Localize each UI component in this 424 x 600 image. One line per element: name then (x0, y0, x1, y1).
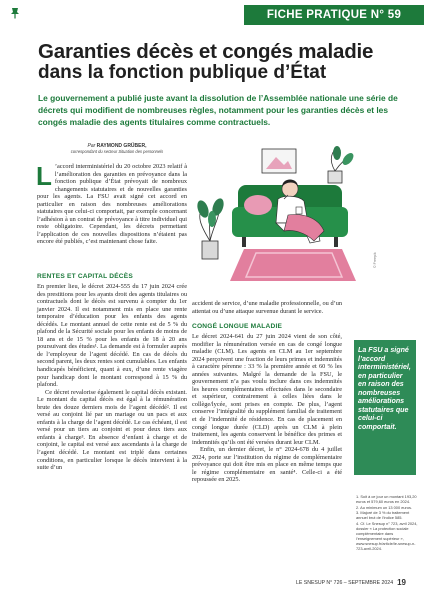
column-2-body (192, 333, 342, 484)
author-name: RAYMOND GRÜBER, (96, 143, 147, 149)
pull-quote: La FSU a signé l’accord interministériel, en particulier en raison des nombreuses améliorations statutaires que celui-ci comportait. (354, 340, 416, 475)
heading-rentes: RENTES ET CAPITAL DÉCÈS (37, 273, 133, 280)
page-footer (296, 578, 406, 587)
footnotes (356, 494, 418, 551)
paragraph-capital: Ce décret revalorise également le capital décès existant. Le montant du capital décès est égal à la rémunération brute des douze derniers mois de l’agent décédé². Il est versé au conjoint lié par un mariage ou un pacs et aux enfants à la charge de l’agent décédé. Le cas échéant, il est versé pour un tiers au conjoint et pour deux tiers aux enfants à charge³. En absence d’enfant à charge et de conjoint, le capital est versé aux ascendants à la charge de l’agent décédé. Le montant est triplé dans certaines conditions, en particulier lorsque le décès intervient à la suite d’un (37, 388, 187, 472)
column-1-intro (37, 163, 187, 246)
author-role: correspondant du secteur Situation des personnels (70, 149, 164, 154)
paragraph-rentes: En premier lieu, le décret 2024-555 du 17 juin 2024 crée des prestitions pour les ayants droit des agents titulaires ou contractuels dont le décès est survenu à compter du 1er janvier 2024. Il est notamment mis en place une rente temporaire d’éducation pour les enfants des agents décédés. Le montant annuel de cette rente est de 5 % du plafond de la Sécurité sociale pour les enfants de moins de 18 ans et de 15 % pour les enfants de 18 à 20 ans poursuivant des études¹. La demande est à formuler auprès de l’employeur de l’agent décédé. En cas de décès du second parent, les deux rentes sont cumulables. Les enfants handicapés bénéficient, quant à eux, d’une rente viagère pour handicap dont le montant correspond à 15 % du plafond. (37, 283, 187, 389)
column-1-section (37, 273, 187, 280)
article-subtitle: dans la fonction publique d’État (38, 62, 327, 83)
column-2-top (192, 300, 342, 315)
author-prefix: Par (87, 143, 96, 149)
paragraph-prevoyance: Enfin, un dernier décret, le n° 2024-678 du 4 juillet 2024, porte sur l’institution du régime de complémentaire prévoyance qui doit être mis en place en même temps que le régime complémentaire en santé⁴. Celle-ci a été repoussée en 2025. (192, 446, 342, 484)
paragraph-clm: Le décret 2024-641 du 27 juin 2024 vient de son côté, modifier la rémunération versée en cas de congé longue maladie (CLM). Les agents en CLM au 1er septembre 2024 perçoivent une fraction de leurs primes et indemnités à caractère pérenne : 33 % la première année et 60 % les années suivantes. Malgré la demande de la FSU, le gouvernement n’a pas voulu inclure dans ces indemnités les heures complémentaires effectuées dans le secondaire et supérieur, contrairement à celles liées dans le collège/lycée, sont prises en compte. De plus, l’agent conserve l’intégralité du supplément familial de traitement et de l’indemnité de résidence. En cas de placement en congé longue durée (CLD) après un CLM à plein traitement, les agents conservent le bénéfice des primes et indemnités qu’ils ont été versées durant leur CLM. (192, 333, 342, 446)
footnote-4: 4. Cf. Le Snesup n° 723, avril 2024, dossier « La protection sociale complémentaire dans l’enseignement supérieur », www.snesup.fr/article/le-snesup-n-723-avril-2024. (356, 520, 418, 551)
illustration-credit: © Freepik (373, 252, 377, 268)
drop-cap: L (36, 161, 52, 191)
article-lead: Le gouvernement a publié juste avant la dissolution de l’Assemblée nationale une série de décrets qui modifient de nombreuses règles, notamment pour les garanties décès et les congés maladie des agents titulaires comme contractuels. (38, 93, 398, 128)
footnote-3: 3. Majoré de 3 % du traitement annuel brut de l’indice 585. (356, 510, 410, 520)
column-2-section (192, 323, 342, 330)
paragraph-continuation: accident de service, d’une maladie professionnelle, ou d’un attentat ou d’une attaque survenue durant le service. (192, 300, 342, 315)
byline (40, 143, 194, 154)
pin-icon (9, 7, 21, 19)
woman-on-sofa-illustration (192, 145, 372, 285)
column-1-body (37, 283, 187, 472)
publication-info: LE SNESUP N° 726 – SEPTEMBRE 2024 (295, 579, 394, 586)
paragraph-intro: ’accord interministériel du 20 octobre 2023 relatif à l’amélioration des garanties en prévoyance dans la fonction publique d’État prévoyait de nombreux changements statutaires et de nouvelles garanties pour les agents. La FSU avait signé cet accord en particulier en raison des nombreuses améliorations statutaires que celui-ci comportait, par exemple concernant l’adhésion à un contrat de prévoyance à titre individuel qui reste obligatoire. Cependant, les décrets permettant l’application de ces nouvelles dispositions n’étaient pas encore été publiés, c’est maintenant chose faite. (37, 163, 187, 246)
heading-clm: CONGÉ LONGUE MALADIE (192, 323, 283, 330)
footnote-1: 1. Soit à ce jour un montant 193,20 euros et 579,60 euros en 2024. (356, 494, 417, 504)
article-title: Garanties décès et congés maladie (38, 40, 374, 63)
footnote-2: 2. Au minimum un 13 000 euros. (356, 504, 413, 510)
section-banner: FICHE PRATIQUE N° 59 (244, 5, 424, 25)
page-number: 19 (397, 578, 406, 587)
